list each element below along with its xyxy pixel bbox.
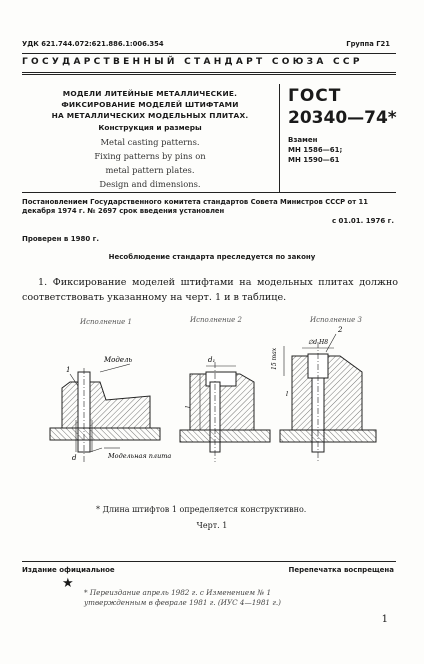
reissue-line-1: * Переиздание апрель 1982 г. с Изменением № 1 xyxy=(84,588,272,597)
pattern-plate-label: Модельная плита xyxy=(108,452,172,460)
d-label: d xyxy=(72,454,77,462)
header-top-rule xyxy=(22,53,396,54)
variant-1-label: Исполнение 1 xyxy=(80,318,132,326)
l-label: l xyxy=(184,405,192,408)
model-label: Модель xyxy=(104,356,133,364)
footer-rule xyxy=(22,561,396,562)
title-divider xyxy=(279,84,280,192)
body-paragraph: 1. Фиксирование моделей штифтами на модельных плитах должно соответствовать указанному на черт. 1 и в таблице. xyxy=(22,277,398,303)
star-icon: ★ xyxy=(62,576,74,591)
standard-union-heading: ГОСУДАРСТВЕННЫЙ СТАНДАРТ СОЮЗА ССР xyxy=(22,57,363,67)
liability-note: Несоблюдение стандарта преследуется по закону xyxy=(108,253,316,261)
title-block xyxy=(40,88,260,189)
page-number: 1 xyxy=(381,614,388,625)
l2-label: l xyxy=(286,390,289,398)
figure-caption: Черт. 1 xyxy=(196,521,228,530)
replaced-label: Взамен xyxy=(288,136,318,144)
reissue-line-2: утвержденным в феврале 1981 г. (ИУС 4—1981 г.) xyxy=(84,598,281,607)
group-code: Группа Г21 xyxy=(346,40,390,48)
gost-block xyxy=(288,86,398,164)
reprint-prohibited: Перепечатка воспрещена xyxy=(288,566,394,574)
title-ru-line-3: НА МЕТАЛЛИЧЕСКИХ МОДЕЛЬНЫХ ПЛИТАХ. xyxy=(51,111,249,120)
d1-label: d₁ xyxy=(208,356,216,364)
header-bottom-rule xyxy=(22,72,396,75)
checked-note: Проверен в 1980 г. xyxy=(22,235,99,243)
reissue-note xyxy=(84,588,334,608)
figure-footnote: * Длина штифтов 1 определяется конструктивно. xyxy=(96,505,307,514)
variant-3-drawing xyxy=(280,334,376,462)
dim-dh8-label: ∅d H8 xyxy=(308,339,329,346)
effective-date: с 01.01. 1976 г. xyxy=(331,217,394,225)
variant-2-drawing xyxy=(180,362,270,462)
udk-code: УДК 621.744.072:621.886.1:006.354 xyxy=(22,40,164,48)
variant-2-label: Исполнение 2 xyxy=(190,316,242,324)
ref-2-label: 2 xyxy=(338,326,343,334)
title-en-line-2: Fixing patterns by pins on xyxy=(94,151,206,161)
decree-text: Постановлением Государственного комитета стандартов Совета Министров СССР от 11 декабря 1974 г. № 2697 срок введения установлен xyxy=(22,198,368,215)
dim-15-label: 15 max xyxy=(271,347,278,370)
gost-label: ГОСТ xyxy=(288,86,342,106)
title-ru-line-1: МОДЕЛИ ЛИТЕЙНЫЕ МЕТАЛЛИЧЕСКИЕ. xyxy=(62,89,238,98)
pin-ref-label: 1 xyxy=(66,366,71,374)
replaced-item: МН 1586—61; xyxy=(288,146,343,154)
title-en-line-3: metal pattern plates. xyxy=(105,165,195,175)
title-ru-subtitle: Конструкция и размеры xyxy=(98,123,202,132)
decree-top-rule xyxy=(22,192,396,193)
variant-1-drawing xyxy=(50,364,160,462)
technical-drawing xyxy=(40,312,390,496)
official-edition: Издание официальное xyxy=(22,566,115,574)
variant-3-label: Исполнение 3 xyxy=(310,316,362,324)
replaced-item: МН 1590—61 xyxy=(288,156,340,164)
title-en-line-4: Design and dimensions. xyxy=(99,179,201,189)
gost-number: 20340—74* xyxy=(288,108,397,128)
title-ru-line-2: ФИКСИРОВАНИЕ МОДЕЛЕЙ ШТИФТАМИ xyxy=(61,100,239,109)
title-en-line-1: Metal casting patterns. xyxy=(100,137,200,147)
